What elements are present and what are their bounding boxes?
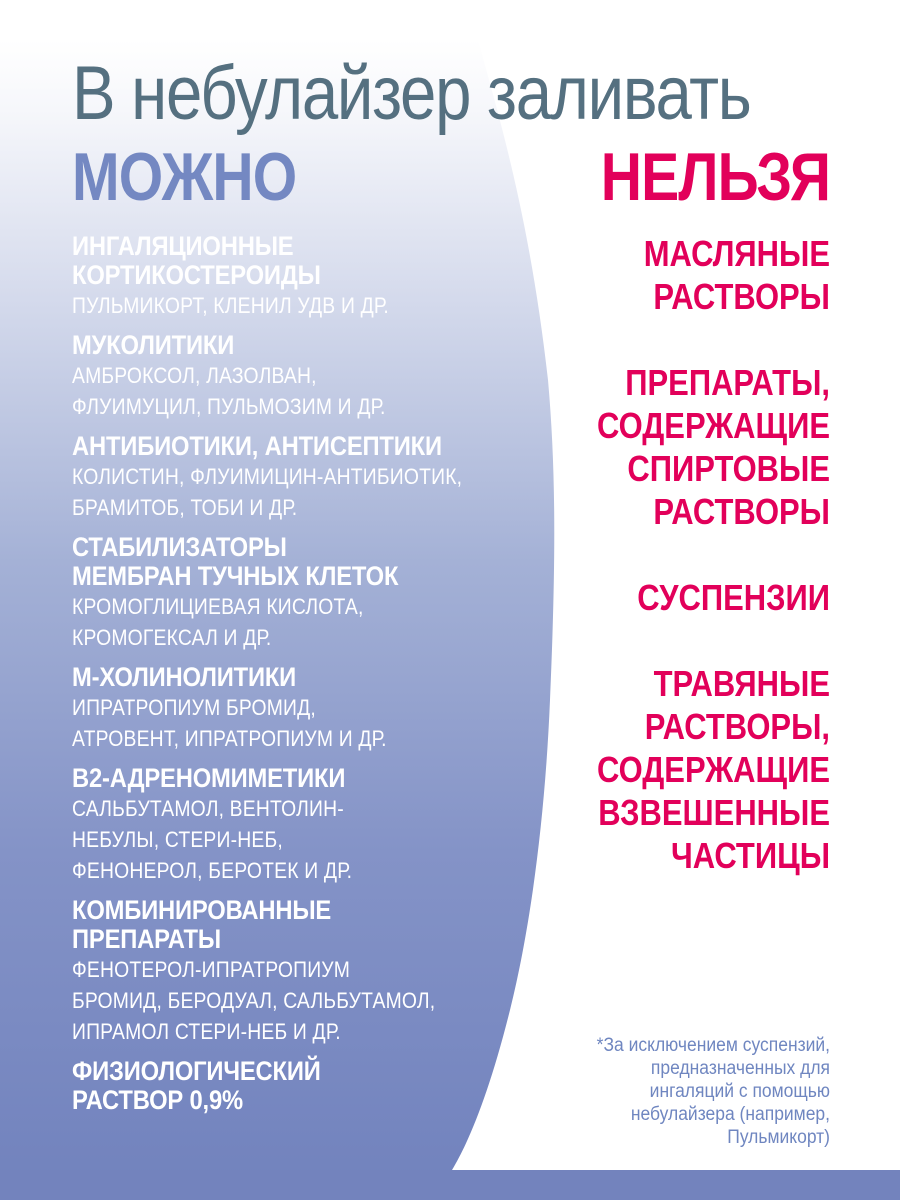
forbidden-line: РАСТВОРЫ, bbox=[644, 706, 830, 747]
footnote bbox=[470, 1034, 830, 1149]
group-desc-line: ФЕНОТЕРОЛ-ИПРАТРОПИУМ bbox=[72, 957, 351, 982]
group-desc-line: НЕБУЛЫ, СТЕРИ-НЕБ, bbox=[72, 827, 283, 852]
group-title-line: АНТИБИОТИКИ, АНТИСЕПТИКИ bbox=[72, 431, 442, 461]
allowed-group-anticholinergics bbox=[72, 663, 542, 754]
group-desc-line: ПУЛЬМИКОРТ, КЛЕНИЛ УДВ И ДР. bbox=[72, 293, 389, 318]
group-title-line: МУКОЛИТИКИ bbox=[72, 330, 235, 360]
forbidden-line: СОДЕРЖАЩИЕ bbox=[596, 749, 830, 790]
allowed-group-combined bbox=[72, 896, 542, 1047]
allowed-group-antibiotics bbox=[72, 432, 542, 523]
forbidden-item-alcohol-solutions bbox=[510, 361, 830, 533]
group-desc-line: АМБРОКСОЛ, ЛАЗОЛВАН, bbox=[72, 363, 317, 388]
group-description bbox=[72, 692, 542, 754]
group-desc-line: АТРОВЕНТ, ИПРАТРОПИУМ И ДР. bbox=[72, 726, 387, 751]
group-title-line: ПРЕПАРАТЫ bbox=[72, 924, 221, 954]
group-description bbox=[72, 793, 542, 886]
forbidden-item-oil-solutions bbox=[510, 232, 830, 318]
forbidden-list bbox=[510, 232, 830, 920]
group-desc-line: БРАМИТОБ, ТОБИ И ДР. bbox=[72, 495, 298, 520]
group-title-line: В2-АДРЕНОМИМЕТИКИ bbox=[72, 763, 346, 793]
footnote-line: небулайзера (например, bbox=[630, 1104, 830, 1125]
group-desc-line: КРОМОГЕКСАЛ И ДР. bbox=[72, 625, 272, 650]
group-title-line: КОРТИКОСТЕРОИДЫ bbox=[72, 260, 321, 290]
group-title-line: ИНГАЛЯЦИОННЫЕ bbox=[72, 231, 294, 261]
forbidden-line: РАСТВОРЫ bbox=[653, 491, 830, 532]
forbidden-line: ВЗВЕШЕННЫЕ bbox=[598, 792, 830, 833]
group-title-line: ФИЗИОЛОГИЧЕСКИЙ bbox=[72, 1056, 321, 1086]
forbidden-item-herbal-solutions bbox=[510, 662, 830, 877]
forbidden-line: СУСПЕНЗИИ bbox=[637, 577, 830, 618]
group-title bbox=[72, 432, 486, 461]
group-desc-line: САЛЬБУТАМОЛ, ВЕНТОЛИН- bbox=[72, 796, 344, 821]
group-title bbox=[72, 331, 486, 360]
group-description bbox=[72, 290, 542, 321]
group-desc-line: ИПРАМОЛ СТЕРИ-НЕБ И ДР. bbox=[72, 1019, 341, 1044]
allowed-group-mucolytics bbox=[72, 331, 542, 422]
group-desc-line: ФЕНОНЕРОЛ, БЕРОТЕК И ДР. bbox=[72, 858, 353, 883]
forbidden-line: ТРАВЯНЫЕ bbox=[653, 663, 830, 704]
footnote-line: предназначенных для bbox=[650, 1058, 830, 1079]
group-desc-line: БРОМИД, БЕРОДУАЛ, САЛЬБУТАМОЛ, bbox=[72, 988, 436, 1013]
group-title bbox=[72, 1057, 486, 1115]
forbidden-line: МАСЛЯНЫЕ bbox=[643, 233, 830, 274]
group-desc-line: ФЛУИМУЦИЛ, ПУЛЬМОЗИМ И ДР. bbox=[72, 394, 386, 419]
allowed-heading: МОЖНО bbox=[72, 139, 297, 215]
footnote-line: Пульмикорт) bbox=[727, 1127, 830, 1148]
footnote-line: *За исключением суспензий, bbox=[596, 1035, 830, 1056]
group-title-line: СТАБИЛИЗАТОРЫ bbox=[72, 532, 287, 562]
forbidden-line: РАСТВОРЫ bbox=[653, 276, 830, 317]
allowed-group-corticosteroids bbox=[72, 232, 542, 321]
group-title-line: МЕМБРАН ТУЧНЫХ КЛЕТОК bbox=[72, 561, 399, 591]
bottom-band bbox=[0, 1170, 900, 1200]
forbidden-line: СОДЕРЖАЩИЕ bbox=[596, 405, 830, 446]
group-description bbox=[72, 591, 542, 653]
forbidden-line: СПИРТОВЫЕ bbox=[627, 448, 830, 489]
group-title bbox=[72, 896, 486, 954]
group-title-line: М-ХОЛИНОЛИТИКИ bbox=[72, 662, 297, 692]
group-title bbox=[72, 533, 486, 591]
forbidden-heading: НЕЛЬЗЯ bbox=[600, 139, 830, 215]
group-description bbox=[72, 360, 542, 422]
group-desc-line: ИПРАТРОПИУМ БРОМИД, bbox=[72, 695, 316, 720]
allowed-group-mast-cell-stabilizers bbox=[72, 533, 542, 653]
group-title bbox=[72, 663, 486, 692]
group-desc-line: КОЛИСТИН, ФЛУИМИЦИН-АНТИБИОТИК, bbox=[72, 464, 463, 489]
group-description bbox=[72, 461, 542, 523]
forbidden-item-suspensions bbox=[510, 576, 830, 619]
allowed-list bbox=[72, 232, 542, 1125]
group-title-line: КОМБИНИРОВАННЫЕ bbox=[72, 895, 332, 925]
footnote-line: ингаляций с помощью bbox=[649, 1081, 830, 1102]
forbidden-line: ЧАСТИЦЫ bbox=[670, 835, 830, 876]
group-desc-line: КРОМОГЛИЦИЕВАЯ КИСЛОТА, bbox=[72, 594, 364, 619]
page-title: В небулайзер заливать bbox=[72, 51, 751, 136]
forbidden-line: ПРЕПАРАТЫ, bbox=[625, 362, 830, 403]
group-title bbox=[72, 764, 486, 793]
allowed-group-beta2-agonists bbox=[72, 764, 542, 886]
group-title-line: РАСТВОР 0,9% bbox=[72, 1085, 243, 1115]
group-title bbox=[72, 232, 486, 290]
